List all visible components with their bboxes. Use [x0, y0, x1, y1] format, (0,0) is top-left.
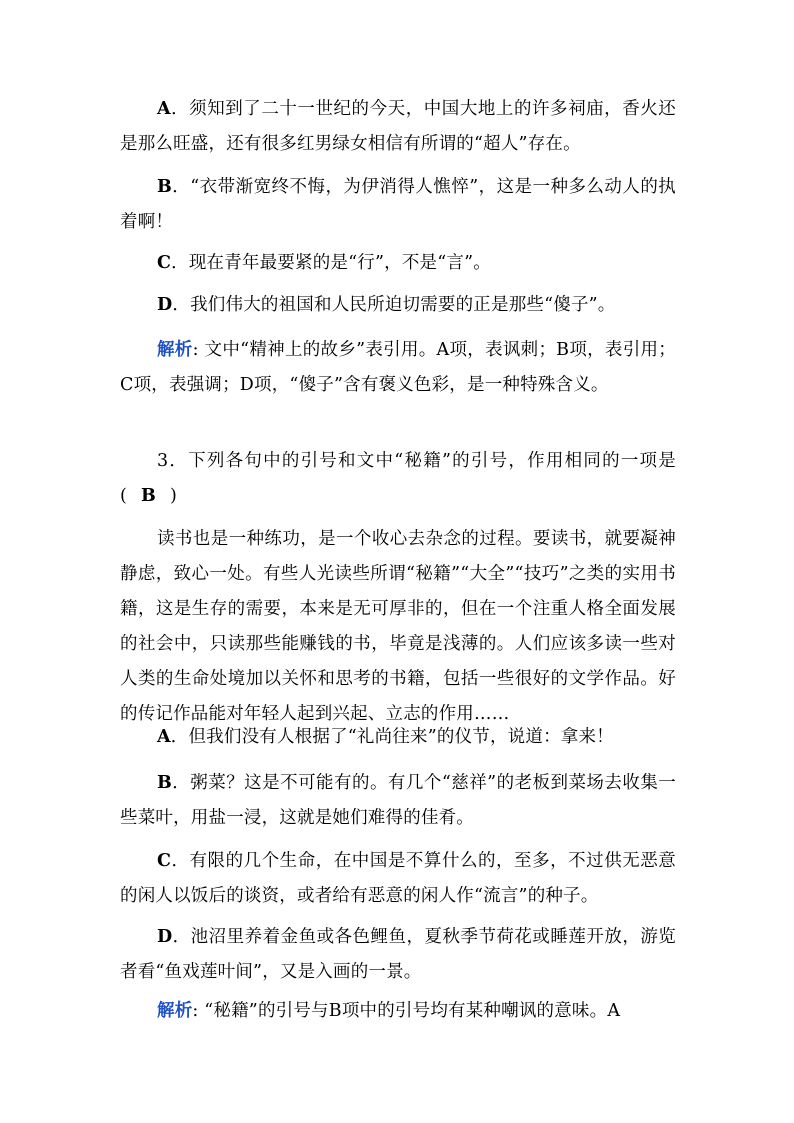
option-separator: ． [171, 253, 189, 273]
option-letter: A [157, 99, 171, 119]
analysis-text: : “秘籍”的引号与B项中的引号均有某种嘲讽的意味。A [192, 1001, 621, 1021]
analysis-text: : 文中“精神上的故乡”表引用。A项，表讽刺；B项，表引用；C项，表强调；D项，“傻子”含有褒义色彩，是一种特殊含义。 [120, 340, 676, 395]
option-separator: ． [170, 727, 189, 747]
option-letter: D [157, 295, 173, 315]
question-stem: 3．下列各句中的引号和文中“秘籍”的引号，作用相同的一项是( [120, 451, 676, 506]
option-text: 我们伟大的祖国和人民所迫切需要的正是那些“傻子”。 [190, 295, 616, 315]
option-text: 须知到了二十一世纪的今天，中国大地上的许多祠庙，香火还是那么旺盛，还有很多红男绿女相信有所谓的“超人”存在。 [120, 99, 676, 154]
option-a-q3 [120, 720, 676, 755]
option-text: 有限的几个生命，在中国是不算什么的，至多，不过供无恶意的闲人以饭后的谈资，或者给有恶意的闲人作“流言”的种子。 [120, 851, 677, 906]
reading-passage: 读书也是一种练功，是一个收心去杂念的过程。要读书，就要凝神静虑，致心一处。有些人光读些所谓“秘籍”“大全”“技巧”之类的实用书籍，这是生存的需要，本来是无可厚非的，但在一个注重人格全面发展的社会中，只读那些能赚钱的书，毕竟是浅薄的。人们应该多读一些对人类的生命处境加以关怀和思考的书籍，包括一些很好的文学作品。好的传记作品能对年轻人起到兴起、立志的作用…… [120, 529, 676, 724]
option-a-prev [120, 92, 676, 162]
analysis-1 [120, 333, 676, 403]
analysis-label: 解析 [157, 1001, 193, 1021]
analysis-2 [120, 994, 676, 1029]
answer-letter: B [141, 486, 157, 506]
option-text: 粥菜？这是不可能有的。有几个“慈祥”的老板到菜场去收集一些菜叶，用盐一浸，这就是她们难得的佳肴。 [120, 773, 677, 828]
option-separator: ． [170, 99, 190, 119]
option-letter: B [157, 177, 172, 197]
option-b-prev [120, 170, 676, 240]
option-text: 但我们没有人根据了“礼尚往来”的仪节，说道：拿来！ [188, 727, 614, 747]
option-separator: ． [172, 927, 191, 947]
option-c-q3 [120, 844, 676, 914]
option-letter: B [157, 773, 172, 793]
option-text: “衣带渐宽终不悔，为伊消得人憔悴”，这是一种多么动人的执着啊！ [120, 177, 677, 232]
option-d-q3 [120, 920, 676, 990]
option-c-prev [120, 246, 676, 281]
option-separator: ． [172, 177, 191, 197]
option-separator: ． [171, 851, 190, 871]
option-separator: ． [172, 773, 191, 793]
option-text: 池沼里养着金鱼或各色鲤鱼，夏秋季节荷花或睡莲开放，游览者看“鱼戏莲叶间”，又是入画的一景。 [120, 927, 676, 982]
option-separator: ． [172, 295, 191, 315]
option-b-q3 [120, 766, 676, 836]
question-3-stem [120, 444, 676, 514]
option-letter: C [157, 253, 172, 273]
option-letter: C [157, 851, 172, 871]
option-text: 现在青年最要紧的是“行”，不是“言”。 [188, 253, 491, 273]
analysis-label: 解析 [157, 340, 193, 360]
option-letter: D [157, 927, 173, 947]
question-stem-close: ) [170, 486, 178, 506]
option-d-prev [120, 288, 676, 323]
option-letter: A [157, 727, 171, 747]
